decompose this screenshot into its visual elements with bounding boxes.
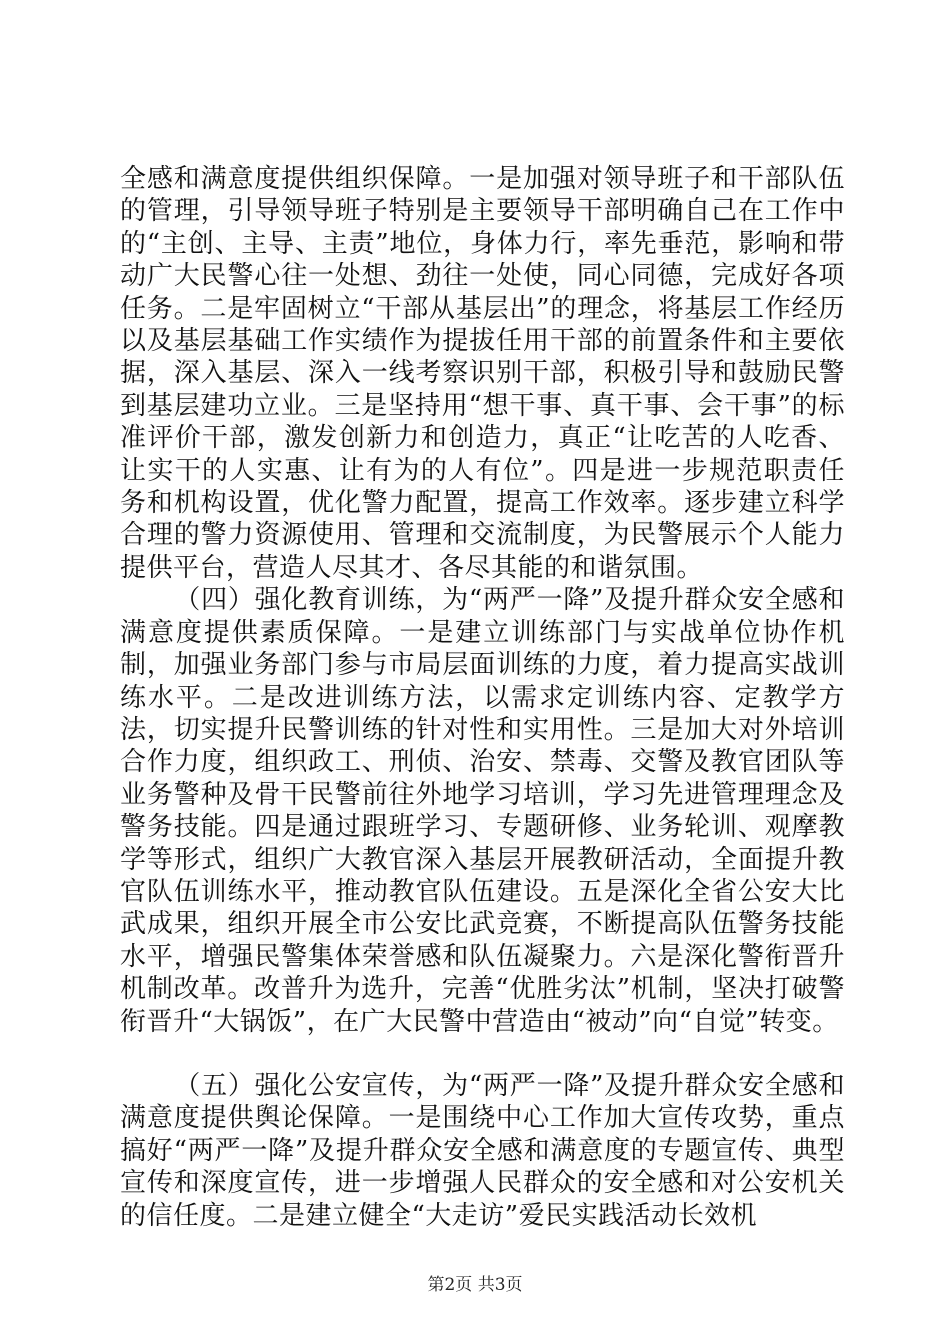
document-body [120, 163, 845, 1232]
page-number-footer: 第2页 共3页 [427, 1275, 523, 1295]
paragraph-education-training: （四）强化教育训练，为“两严一降”及提升群众安全感和满意度提供素质保障。一是建立训练部门与实战单位协作机制，加强业务部门参与市局层面训练的力度，着力提高实战训练水平。二是改进训练方法，以需求定训练内容、定教学方法，切实提升民警训练的针对性和实用性。三是加大对外培训合作力度，组织政工、刑侦、治安、禁毒、交警及教官团队等业务警种及骨干民警前往外地学习培训，学习先进管理理念及警务技能。四是通过跟班学习、专题研修、业务轮训、观摩教学等形式，组织广大教官深入基层开展教研活动，全面提升教官队伍训练水平，推动教官队伍建设。五是深化全省公安大比武成果，组织开展全市公安比武竞赛，不断提高队伍警务技能水平，增强民警集体荣誉感和队伍凝聚力。六是深化警衔晋升机制改革。改普升为选升，完善“优胜劣汰”机制，坚决打破警衔晋升“大锅饭”，在广大民警中营造由“被动”向“自觉”转变。 [120, 585, 845, 1037]
paragraph-spacer [120, 1038, 845, 1070]
paragraph-organization-guarantee: 全感和满意度提供组织保障。一是加强对领导班子和干部队伍的管理，引导领导班子特别是主要领导干部明确自己在工作中的“主创、主导、主责”地位，身体力行，率先垂范，影响和带动广大民警心往一处想、劲往一处使，同心同德，完成好各项任务。二是牢固树立“干部从基层出”的理念，将基层工作经历以及基层基础工作实绩作为提拔任用干部的前置条件和主要依据，深入基层、深入一线考察识别干部，积极引导和鼓励民警到基层建功立业。三是坚持用“想干事、真干事、会干事”的标准评价干部，激发创新力和创造力，真正“让吃苦的人吃香、让实干的人实惠、让有为的人有位”。四是进一步规范职责任务和机构设置，优化警力配置，提高工作效率。逐步建立科学合理的警力资源使用、管理和交流制度，为民警展示个人能力提供平台，营造人尽其才、各尽其能的和谐氛围。 [120, 164, 845, 583]
paragraph-publicity: （五）强化公安宣传，为“两严一降”及提升群众安全感和满意度提供舆论保障。一是围绕中心工作加大宣传攻势，重点搞好“两严一降”及提升群众安全感和满意度的专题宣传、典型宣传和深度宣传，进一步增强人民群众的安全感和对公安机关的信任度。二是建立健全“大走访”爱民实践活动长效机 [120, 1070, 845, 1231]
